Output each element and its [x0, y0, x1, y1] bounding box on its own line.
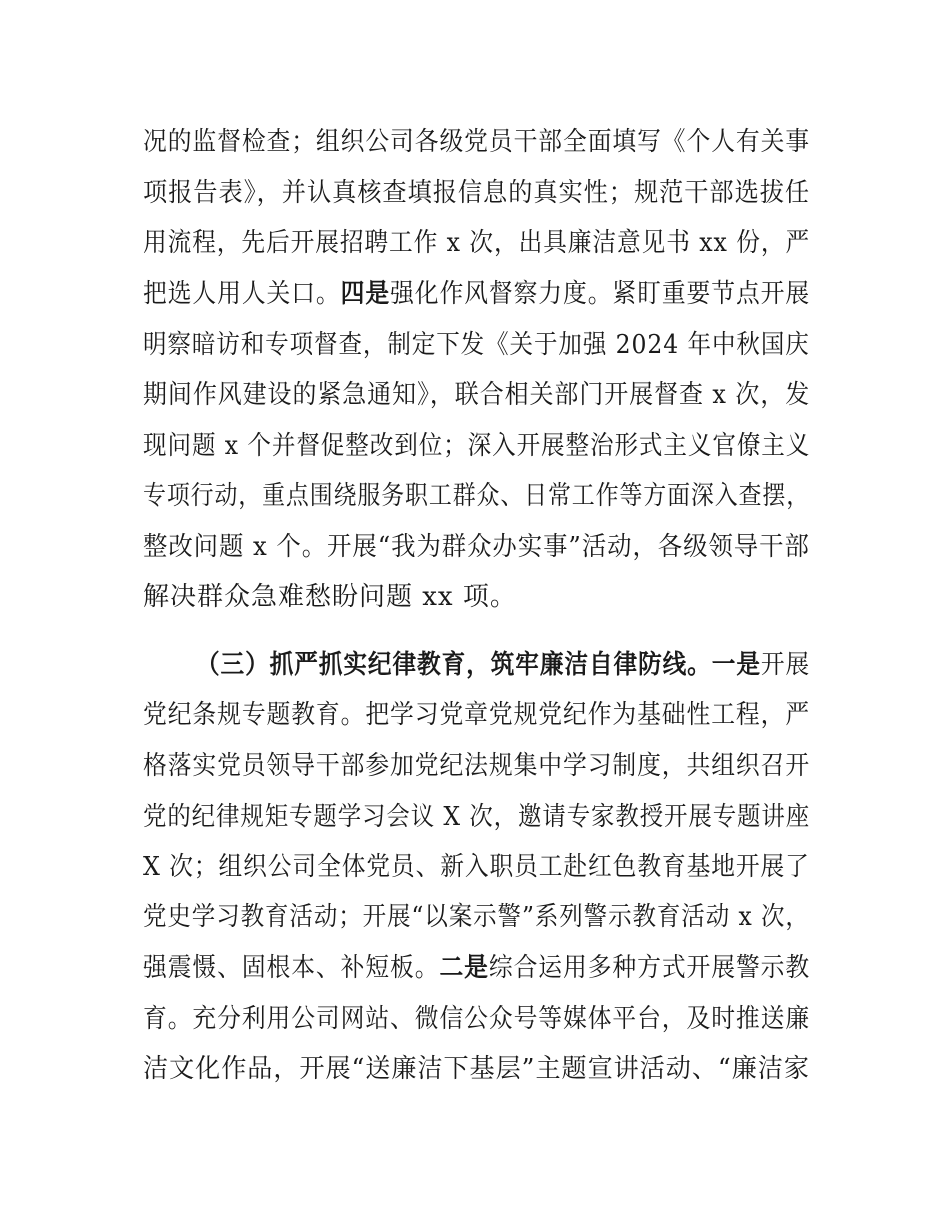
text-run: 把选人用人关口。 [143, 279, 341, 309]
text-line: 党纪条规专题教育。把学习党章党规党纪作为基础性工程，严 [143, 700, 811, 730]
text-line: 期间作风建设的紧急通知》，联合相关部门开展督查 x 次，发 [143, 380, 811, 410]
text-line: 用流程，先后开展招聘工作 x 次，出具廉洁意见书 xx 份，严 [143, 228, 811, 258]
text-run: 开展 [760, 650, 811, 680]
text-line: 育。充分利用公司网站、微信公众号等媒体平台，及时推送廉 [143, 1004, 811, 1034]
text-run: 强化作风督察力度。紧盯重要节点开展 [390, 279, 811, 309]
text-line: 整改问题 x 个。开展“我为群众办实事”活动，各级领导干部 [143, 532, 810, 562]
text-line: 况的监督检查；组织公司各级党员干部全面填写《个人有关事 [143, 127, 811, 157]
text-line: X 次；组织公司全体党员、新入职员工赴红色教育基地开展了 [143, 852, 810, 882]
text-line: 现问题 x 个并督促整改到位；深入开展整治形式主义官僚主义 [143, 431, 811, 461]
text-line: 党的纪律规矩专题学习会议 X 次，邀请专家教授开展专题讲座 [143, 802, 811, 832]
text-line [143, 271, 810, 317]
emphasis-marker: 一是 [711, 650, 761, 680]
text-line: 格落实党员领导干部参加党纪法规集中学习制度，共组织召开 [143, 751, 811, 781]
emphasis-marker: 二是 [439, 953, 489, 983]
text-line: 洁文化作品，开展“送廉洁下基层”主题宣讲活动、“廉洁家 [143, 1054, 810, 1084]
emphasis-marker: 四是 [340, 279, 391, 309]
text-line: 专项行动，重点围绕服务职工群众、日常工作等方面深入查摆， [143, 481, 811, 511]
text-run: 综合运用多种方式开展警示教 [488, 953, 811, 983]
section-heading-line [196, 642, 810, 688]
text-run: 强震慑、固根本、补短板。 [143, 953, 440, 983]
text-line: 解决群众急难愁盼问题 xx 项。 [143, 582, 517, 612]
section-heading: （三）抓严抓实纪律教育，筑牢廉洁自律防线。 [196, 650, 712, 680]
text-line: 明察暗访和专项督查，制定下发《关于加强 2024 年中秋国庆 [143, 330, 810, 360]
text-line: 党史学习教育活动；开展“以案示警”系列警示教育活动 x 次， [143, 902, 810, 932]
text-line [143, 945, 810, 991]
text-line: 项报告表》，并认真核查填报信息的真实性；规范干部选拔任 [143, 178, 811, 208]
